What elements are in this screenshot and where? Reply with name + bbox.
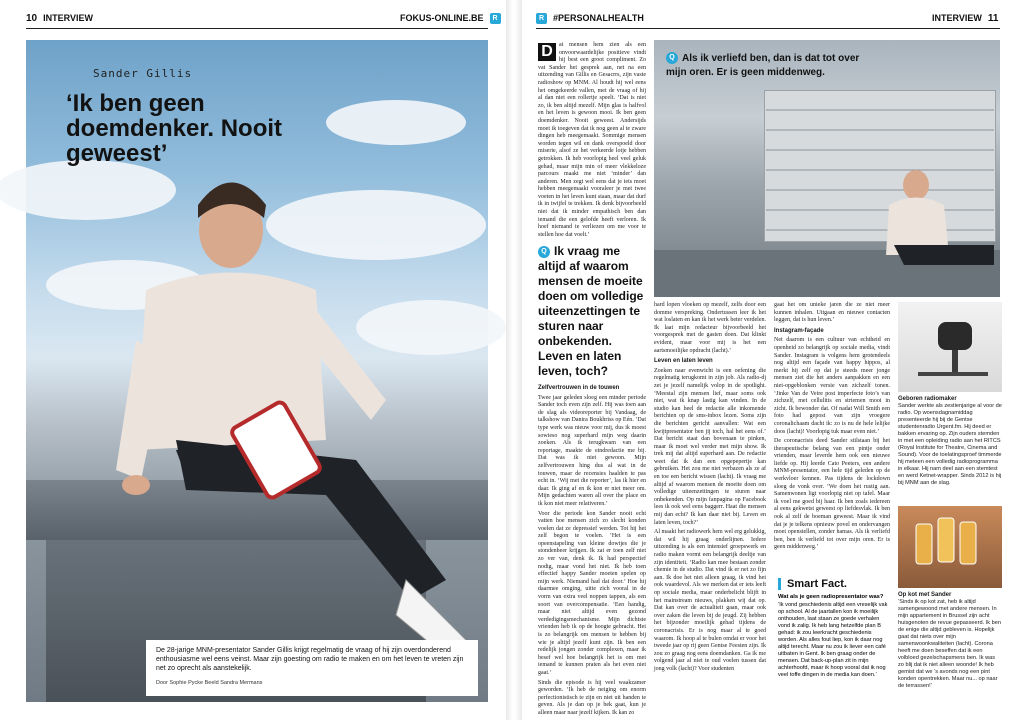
section-tag: #PERSONALHEALTH	[553, 13, 644, 23]
paragraph: De coronacrisis deed Sander stilstaan bij het therapeutische belang van een pintje onder vrienden, maar leverde hem ook een nieuwe liefde op. Hij leerde Cato Peeters, een andere MNM-presentator, een hele tijd geleden op de werkvloer kennen. Pas tijdens de lockdown sloeg de vonk over. ‘We doen het rustig aan. Samenwonen ligt voorlopig niet op tafel. Maar ik voel me goed bij haar. Ik ben zoals iedereen al eens gekwetst geweest op liefdesvlak. Ik ben ook al zelf de boeman geweest. Maar ik vind dat je je telkens opnieuw povel en ondervangen moet openstellen, zonder hamas. Als ik verliefd ben, ben ik verliefd tot over mijn oren. Er is geen middenweg.’	[774, 438, 890, 551]
paragraph: Twee jaar geleden sloeg een minder periode Sander toch even zijn zelf. Hij was toen aan de slag als videoreporter bij Vandaag, de talkshow van Danira Boukhriss op Eén. ‘Dat type werk was nieuw voor mij, dus ik moest sowieso nog superhard mijn weg daarin zoeken. Als ik terugkwam van een reportage, maakte de eindredactie me bij. Dat was ik niet gewoon. Mijn zelfvertrouwen hing dus al wat in de touwen, maar de recensies haalden te pas echt in. ‘Wij met die reporter’, las ik hier en daar. Ik ging af en ik kon er niet meer om. Mijn gedachten waren all over the place en ik kon niet meer relativeren.’	[538, 394, 646, 507]
cover-photo	[26, 40, 488, 702]
body-column-1	[538, 382, 646, 716]
page-number: 11	[987, 12, 999, 24]
body-column-2	[654, 302, 766, 707]
quote-icon: Q	[538, 246, 550, 258]
left-site-label	[400, 10, 501, 26]
pull-quote-2	[666, 52, 866, 80]
caption-text: De 28-jarige MNM-presentator Sander Gillis krijgt regelmatig de vraag of hij zijn overdonderend enthousiasme wel eens veinst. Maar zijn goesting om radio te maken en om het leven te vreten zijn net zo oprecht als aanstekelijk.	[156, 647, 464, 672]
paragraph: Al maakt het radiowerk hem wel erg gelukkig, dat wil hij graag onderlijnen. Iedere uitzending is als een intensief groepswerk en radio maken vormt een belangrijk deeltje van zijn identiteit. ‘Radio kan mee bestaan zonder chemie in de studio. Dat vind ik er net zo fijn aan. Ik doe het niet alleen graag, ik vind het ook waardevol. Als we merken dat er iets leeft op sociale media, maar onderbelicht blijft in het mainstream nieuws, plakken wij dat op. Dat kan over de actualiteit gaan, maar ook over zaken die leven bij de jeugd. Zij hebben het bijzonder moeilijk gehad tijdens de coronacrisis. Er is nog maar al te goed waarom. Ik hoop al te bulen omdat er voor het tweede jaar op rij geen Gentse Feesten zijn. Ik zou zo graag nog eens doemdanken. Ga ik me volgend jaar al niet te oud voelen tussen dat jong volk (lacht)? Voor studenten	[654, 529, 766, 672]
smart-fact-box	[778, 578, 890, 679]
paragraph: Sinds die episode is hij veel waakzamer geworden. ‘Ik heb de neiging om enorm perfectionistisch te zijn en niet uit handen te geven. Als je dan op je bek gaat, kun je alleen maar naar jezelf kijken. Ik kan zo	[538, 679, 646, 716]
microphone-photo	[898, 302, 1002, 392]
drop-cap: D	[538, 43, 556, 61]
pull-quote-1	[538, 244, 648, 379]
brand-badge-icon: R	[490, 13, 501, 24]
subheading: Zelfvertrouwen in de touwen	[538, 385, 620, 391]
toast-photo	[898, 506, 1002, 588]
intro-column	[538, 42, 646, 238]
right-page-label	[932, 10, 1004, 26]
header-rule	[536, 28, 1000, 29]
quote-icon: Q	[666, 52, 678, 64]
pull-quote-text: Als ik verliefd ben, dan is dat tot over mijn oren. Er is geen middenweg.	[666, 53, 860, 78]
pull-quote-text: Ik vraag me altijd af waarom mensen de moeite doen om volledige uiteenzettingen te sturen naar onbekenden. Leven en laten leven, toch?	[538, 244, 644, 378]
paragraph: hard lopen vloeken op mezelf, zelfs door een domme verspreking. Ondertussen leer ik het wat loslaten en kan ik het werk beter verdelen. Ik laat mijn redacteur bijvoorbeeld het voorgesprek met de gasten doen. Dat klinkt evident, maar voor mij is het een aartsmoeilijke opdracht (lacht).’	[654, 302, 766, 354]
photo-caption	[146, 640, 478, 696]
page-number: 10	[26, 12, 38, 24]
site-name: FOKUS-ONLINE.BE	[400, 13, 484, 23]
sidebar-text: ‘Sinds ik op kot zat, heb ik altijd samengewoond met andere mensen. In mijn appartement in Brussel zijn acht huisgenoten de revue gepasseerd. Ik ben de enige die altijd gebleven is. Hopelijk gaat dat niets over mijn samenwoonkwaliteiten (lacht). Corona heeft me doen beseffen dat ik een volbloed gezelschapsmens ben. Ik was zo blij dat ik niet alleen woonde! Ik heb gemist dat we ’s avonds nog een pint konden opentrekken. Maar nu... op naar de terrassen!’	[898, 599, 1001, 689]
page-gutter	[506, 0, 522, 720]
brand-badge-icon: R	[536, 13, 547, 24]
paragraph: Zoeken naar evenwicht is een oefening die regelmatig terugkomt in zijn job. Als radio-dj zet je jezelf namelijk volop in de spotlight. ‘Meestal zijn mensen lief, maar soms ook niet, wat ik knap lastig kan vinden. In de studio kan heel de redactie alle inkomende berichten op de sms-inbox lezen. Soms zijn die berichten gericht aanvallen: Wat een kwijtpresentator ben jij toch, hal het eens of.’ Dat bericht staat dan bovenaan te pinken, maar ik moet wel verder met mijn show. Ik trek mij dat altijd superhard aan. De redactie weet dat ik dan een opgepepertje kan gebruiken. Het zou me niet verbazen als ze af en toe een bericht wissen (lacht). Ik vraag me altijd af waarom mensen de moeite doen om volledige uiteenzettingen te sturen naar onbekenden. Op mijn fanpagina op Facebook lees ik ook wel eens baggerr. Haat die mensen mij dan echt? Ik kan daar niet bij. Leven en laten leven, toch?’	[654, 367, 766, 526]
sidebar-section-1	[898, 396, 1002, 487]
smart-fact-question: Wat als je geen radiopresentator was?	[778, 594, 884, 600]
sidebar-section-2	[898, 592, 1002, 690]
body-column-3	[774, 302, 890, 574]
right-page-header	[536, 10, 644, 26]
intro-text: at mensen hem zien als een onvoorwaardelijke positieve vindt hij best een groot compliment. Zo vat Sander het gesprek aan, net na een uitzending van Gillis en Gesacrrs, zijn vaste radioshow op MNM. Al houdt hij wel eens het omgekeerde vallen, met de vraag of hij al dan niet een rollertje speelt. ‘Dat is niet zo, ik ben altijd mezelf. Mijn glas is halfvol en het leven is gewoon mooi. Ik ben geen doemdenker. Nooit geweest. Andersijds moet ik toegeven dat ik nog geen al te zware dingen heb meegemaakt. Sommige mensen worden tegen wil en dank overspoeld door miserie, alsof ze het verkeerde lotje hebben getrokken. Ik heb voorlopig heel veel geluk gehad, maar mijn min of meer vlekkeloze parcours maakt me niet ‘minder’ dan anderen. Men zegt wel eens dat je iets moet hebben meegemaakt vooraleer je met twee voeten in het leven kunt staan, maar dat durf ik in twijfel te trekken. Ik denk bijvoorbeeld niet dat ik minder empathisch ben dan iemand die een gelofde heeft verloren. Ik hoef niemand te verliezen om me voor te stellen hoe dat voelt.’	[538, 42, 646, 238]
paragraph: Net daarom is een cultuur van echtheid en openheid zo belangrijk op sociale media, vindt Sander. Instagram is volgens hem grotendeels nog altijd een façade van happy hippos, al merkt hij zelf op dat je steeds meer jonge mensen ziet die het anders aanpakken en een niet-opgeblonken versie van zichzelf tonen. ‘Jinke Van de Veire post imperfecte foto’s van zichzelf, met cellulitis en striemen mooi in zicht. Ik bewonder dat. Of nadat Will Smith een foto had gepost van zijn vroegere coronalichaam dacht ik: zo is nu de hele lelijke doos (lacht)! Voorlopig tuk maar even niet.’	[774, 337, 890, 435]
section-label: INTERVIEW	[43, 13, 93, 23]
sidebar-text: Sander werkte als zestienjarige al voor de radio. Op woensdagnamiddag presenteerde hij bij de Gentse studentenradio Urgent.fm. Hij deed er bakken ervaring op. Zijn ouders stemden in met een opleiding radio aan het RITCS (Royal Institute for Theatre, Cinema and Sound). Voor de toelatingsproef timmerde hij meteen een volledig radioprogramma in elkaar. Hij nam deel aan een stemtest en werd Ketnet-wrapper. Sinds 2012 is hij bij MNM aan de slag.	[898, 403, 1002, 486]
smart-fact-answer: ‘Ik vond geschiedenis altijd een vreselijk vak op school. Al de jaartallen kon ik moeilijk onthouden, laat staan ze goede verhalen vond ik zalig. Ik heb lang hetzelfde plan B gehad: ik zou leerkracht geschiedenis worden. Als alles fout liep, kon ik daar nog altijd terecht. Maar nu zou ik liever een café uitbaten in Gent. Ik ben graag onder de mensen. Dat back-up-plan zit in mijn achterhoofd, maar ik hoop vooral dat ik nog veel toffe dingen in de media kan doen.’	[778, 602, 888, 678]
sidebar-heading: Geboren radiomaker	[898, 396, 957, 402]
smart-fact-title: Smart Fact.	[778, 578, 890, 590]
section-label: INTERVIEW	[932, 13, 982, 23]
paragraph: Voor die periode kon Sander nooit echt vatten hoe mensen zich zo slecht konden voelen dat ze depressief werden. Tot hij het zelf begon te voelen. ‘Het is een opeenstapeling van kleine dowtjes die je stondenbeer krijgen. Ik zat er toen zelf niet zo ver van, denk ik. Ik had perspectief nodig, maar vond het niet. Ik heb toen effectief happy Sander moeten spelen op mijn werk. Niemand had dat door.’ Hoe hij daarmee omging, uitte zich vooral in de vorm van extra veel noppen tappen, als een soort van overcompensatie. ‘Een handig, maar niet altijd even gezond verdedigingsmechanisme. Mijn dichtste vrienden heb ik op de hoogte gebracht. Het is zo belangrijk om mensen te hebben bij wie je altijd jezelf kunt zijn. Ik ben een redelijk jongen zonder complexen, maar ik besef wel hoe belangrijk het is om met iemand te kunnen praten als het even niet gaat.’	[538, 510, 646, 676]
left-page-header	[26, 10, 93, 26]
paragraph: gaat het om unieke jaren die ze niet meer kunnen inhalen. Uitgaan en nieuwe contacten leggen, dat is hun leven.’	[774, 302, 890, 324]
sidebar-heading: Op kot met Sander	[898, 592, 952, 598]
header-rule	[26, 28, 488, 29]
headline: ‘Ik ben geen doemdenker. Nooit geweest’	[66, 90, 283, 167]
interviewee-name: Sander Gillis	[93, 67, 193, 80]
microphone-icon	[898, 302, 1002, 392]
subheading: Instagram-façade	[774, 327, 824, 334]
subheading: Leven en laten leven	[654, 358, 713, 365]
secondary-photo	[654, 40, 1000, 297]
byline: Door Sophie Pycke Beeld Sandra Mermans	[156, 680, 263, 686]
beer-glasses-icon	[898, 506, 1002, 588]
